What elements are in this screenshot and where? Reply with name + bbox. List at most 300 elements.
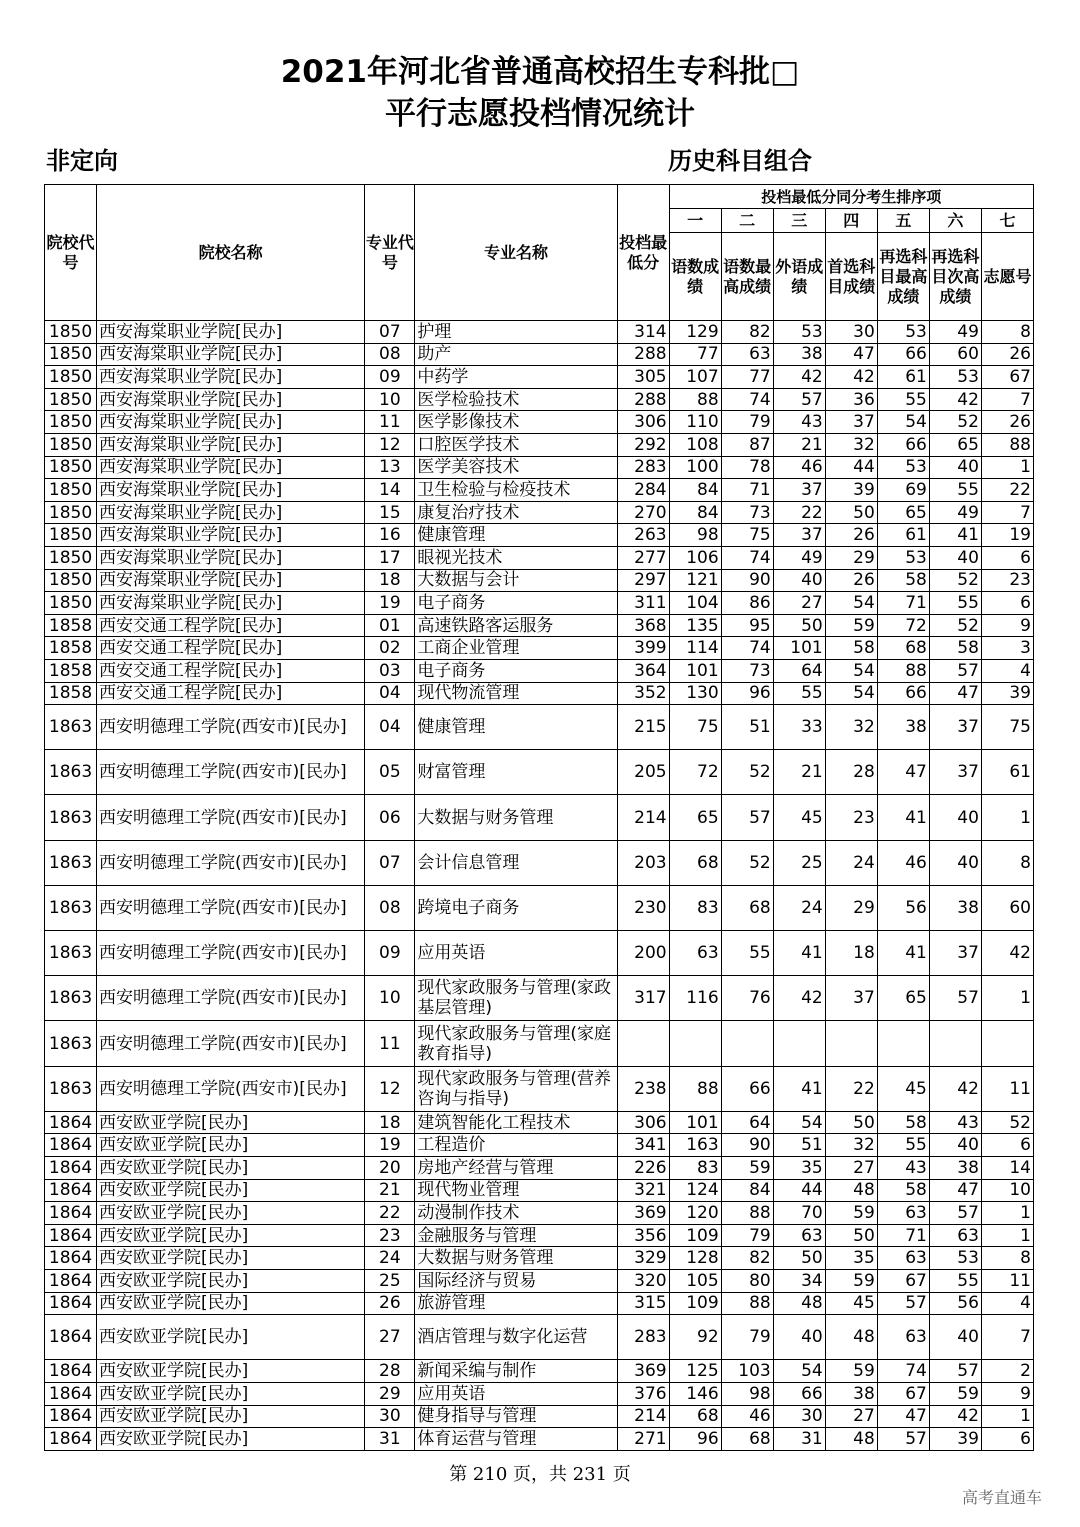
cell-sort-3: 43	[773, 411, 825, 434]
cell-school-name: 西安交通工程学院[民办]	[97, 659, 365, 682]
cell-school-name: 西安海棠职业学院[民办]	[97, 592, 365, 615]
cell-sort-1: 101	[669, 659, 721, 682]
cell-major-code: 11	[365, 1021, 415, 1066]
cell-major-code: 07	[365, 321, 415, 344]
cell-min-score: 283	[617, 456, 669, 479]
cell-sort-1: 106	[669, 546, 721, 569]
cell-sort-2: 52	[721, 840, 773, 885]
cell-major-name: 护理	[415, 321, 617, 344]
cell-sort-5: 47	[877, 750, 929, 795]
cell-school-name: 西安明德理工学院(西安市)[民办]	[97, 885, 365, 930]
cell-min-score: 215	[617, 705, 669, 750]
cell-sort-6: 40	[929, 840, 981, 885]
cell-sort-3: 42	[773, 976, 825, 1021]
cell-sort-3: 41	[773, 931, 825, 976]
cell-sort-5: 88	[877, 659, 929, 682]
cell-sort-2: 76	[721, 976, 773, 1021]
cell-sort-3: 41	[773, 1066, 825, 1111]
cell-min-score: 270	[617, 501, 669, 524]
header-order-6: 六	[929, 209, 981, 233]
cell-sort-3: 55	[773, 682, 825, 705]
cell-school-code: 1850	[45, 456, 97, 479]
cell-major-code: 19	[365, 592, 415, 615]
cell-sort-2: 74	[721, 388, 773, 411]
cell-major-code: 26	[365, 1292, 415, 1315]
cell-sort-7: 6	[981, 1134, 1033, 1157]
cell-sort-6: 40	[929, 795, 981, 840]
cell-min-score: 238	[617, 1066, 669, 1111]
table-row	[45, 1224, 1034, 1247]
cell-school-code: 1850	[45, 479, 97, 502]
cell-sort-5: 53	[877, 456, 929, 479]
cell-sort-4: 50	[825, 501, 877, 524]
cell-sort-3: 45	[773, 795, 825, 840]
cell-major-name: 健身指导与管理	[415, 1405, 617, 1428]
cell-min-score: 284	[617, 479, 669, 502]
cell-sort-1: 92	[669, 1315, 721, 1360]
header-major-name: 专业名称	[415, 185, 617, 321]
cell-school-name: 西安欧亚学院[民办]	[97, 1382, 365, 1405]
cell-sort-7: 7	[981, 1315, 1033, 1360]
cell-min-score: 205	[617, 750, 669, 795]
cell-min-score: 369	[617, 1360, 669, 1383]
cell-major-code: 31	[365, 1428, 415, 1451]
cell-sort-5: 67	[877, 1269, 929, 1292]
cell-school-name: 西安海棠职业学院[民办]	[97, 569, 365, 592]
cell-sort-5: 63	[877, 1202, 929, 1225]
cell-school-code: 1850	[45, 501, 97, 524]
cell-sort-4: 32	[825, 433, 877, 456]
cell-major-code: 04	[365, 705, 415, 750]
cell-school-code: 1864	[45, 1405, 97, 1428]
cell-sort-7: 1	[981, 1202, 1033, 1225]
cell-major-code: 09	[365, 931, 415, 976]
cell-sort-5: 66	[877, 682, 929, 705]
cell-school-code: 1863	[45, 1021, 97, 1066]
cell-sort-5: 55	[877, 388, 929, 411]
cell-sort-2: 82	[721, 321, 773, 344]
cell-sort-7: 9	[981, 614, 1033, 637]
cell-sort-5: 53	[877, 546, 929, 569]
cell-sort-6: 55	[929, 592, 981, 615]
cell-sort-7: 1	[981, 976, 1033, 1021]
cell-sort-6: 47	[929, 682, 981, 705]
cell-school-code: 1864	[45, 1382, 97, 1405]
cell-sort-5: 61	[877, 366, 929, 389]
cell-school-name: 西安海棠职业学院[民办]	[97, 411, 365, 434]
cell-min-score: 329	[617, 1247, 669, 1270]
table-row	[45, 1382, 1034, 1405]
cell-sort-6: 52	[929, 614, 981, 637]
cell-school-code: 1864	[45, 1111, 97, 1134]
cell-sort-1: 109	[669, 1292, 721, 1315]
cell-major-name: 建筑智能化工程技术	[415, 1111, 617, 1134]
cell-min-score: 203	[617, 840, 669, 885]
cell-sort-5: 55	[877, 1134, 929, 1157]
cell-major-name: 电子商务	[415, 592, 617, 615]
table-row	[45, 750, 1034, 795]
cell-school-code: 1858	[45, 659, 97, 682]
cell-sort-6: 57	[929, 659, 981, 682]
table-row	[45, 637, 1034, 660]
cell-sort-5: 41	[877, 931, 929, 976]
cell-school-name: 西安明德理工学院(西安市)[民办]	[97, 931, 365, 976]
cell-sort-5: 61	[877, 524, 929, 547]
cell-sort-1: 84	[669, 501, 721, 524]
cell-sort-4: 32	[825, 705, 877, 750]
cell-sort-3: 27	[773, 592, 825, 615]
table-row	[45, 1202, 1034, 1225]
cell-sort-3: 22	[773, 501, 825, 524]
cell-sort-4: 59	[825, 1202, 877, 1225]
cell-sort-3: 24	[773, 885, 825, 930]
cell-sort-1: 68	[669, 1405, 721, 1428]
cell-sort-5: 58	[877, 569, 929, 592]
cell-sort-7: 6	[981, 592, 1033, 615]
cell-sort-2: 80	[721, 1269, 773, 1292]
cell-sort-2	[721, 1021, 773, 1066]
cell-school-code: 1863	[45, 976, 97, 1021]
cell-sort-6: 53	[929, 1247, 981, 1270]
cell-sort-1: 107	[669, 366, 721, 389]
cell-min-score: 314	[617, 321, 669, 344]
table-row	[45, 1134, 1034, 1157]
cell-sort-6: 42	[929, 1405, 981, 1428]
cell-major-name: 大数据与财务管理	[415, 1247, 617, 1270]
cell-sort-4: 54	[825, 592, 877, 615]
header-order-2: 二	[721, 209, 773, 233]
cell-major-name: 口腔医学技术	[415, 433, 617, 456]
cell-sort-1: 125	[669, 1360, 721, 1383]
cell-school-code: 1850	[45, 569, 97, 592]
table-row	[45, 388, 1034, 411]
cell-school-name: 西安交通工程学院[民办]	[97, 614, 365, 637]
cell-min-score: 352	[617, 682, 669, 705]
cell-major-name: 中药学	[415, 366, 617, 389]
cell-sort-7: 8	[981, 840, 1033, 885]
cell-school-name: 西安明德理工学院(西安市)[民办]	[97, 795, 365, 840]
cell-sort-6: 41	[929, 524, 981, 547]
cell-sort-6: 43	[929, 1111, 981, 1134]
cell-sort-4: 54	[825, 659, 877, 682]
cell-sort-2: 84	[721, 1179, 773, 1202]
cell-sort-6: 39	[929, 1428, 981, 1451]
table-row	[45, 433, 1034, 456]
cell-school-code: 1863	[45, 885, 97, 930]
cell-sort-7: 8	[981, 321, 1033, 344]
cell-sort-4: 29	[825, 885, 877, 930]
cell-sort-1: 110	[669, 411, 721, 434]
header-sort-item-2: 语数最高成绩	[721, 233, 773, 321]
cell-major-code: 03	[365, 659, 415, 682]
cell-sort-3: 25	[773, 840, 825, 885]
table-row	[45, 456, 1034, 479]
cell-school-name: 西安欧亚学院[民办]	[97, 1292, 365, 1315]
table-row	[45, 659, 1034, 682]
cell-major-code: 22	[365, 1202, 415, 1225]
cell-major-name: 财富管理	[415, 750, 617, 795]
cell-sort-6: 56	[929, 1292, 981, 1315]
cell-major-name: 现代家政服务与管理(营养咨询与指导)	[415, 1066, 617, 1111]
cell-sort-7: 7	[981, 388, 1033, 411]
cell-sort-4: 50	[825, 1224, 877, 1247]
cell-sort-3: 30	[773, 1405, 825, 1428]
cell-school-name: 西安海棠职业学院[民办]	[97, 321, 365, 344]
cell-school-name: 西安海棠职业学院[民办]	[97, 479, 365, 502]
cell-school-name: 西安明德理工学院(西安市)[民办]	[97, 1066, 365, 1111]
cell-sort-4: 39	[825, 479, 877, 502]
cell-sort-7: 7	[981, 501, 1033, 524]
cell-sort-6: 52	[929, 411, 981, 434]
cell-min-score: 306	[617, 411, 669, 434]
cell-sort-7: 26	[981, 411, 1033, 434]
cell-sort-1: 135	[669, 614, 721, 637]
cell-school-name: 西安欧亚学院[民办]	[97, 1111, 365, 1134]
cell-sort-6: 40	[929, 1315, 981, 1360]
cell-major-code: 04	[365, 682, 415, 705]
cell-school-code: 1863	[45, 705, 97, 750]
cell-sort-5: 58	[877, 1179, 929, 1202]
cell-sort-1	[669, 1021, 721, 1066]
header-min-score: 投档最低分	[617, 185, 669, 321]
cell-sort-4: 48	[825, 1315, 877, 1360]
cell-major-name: 酒店管理与数字化运营	[415, 1315, 617, 1360]
cell-sort-5: 43	[877, 1156, 929, 1179]
cell-sort-2: 63	[721, 343, 773, 366]
cell-sort-3: 46	[773, 456, 825, 479]
cell-min-score: 321	[617, 1179, 669, 1202]
cell-sort-7: 67	[981, 366, 1033, 389]
cell-sort-3	[773, 1021, 825, 1066]
table-row	[45, 1066, 1034, 1111]
cell-sort-6: 37	[929, 931, 981, 976]
cell-major-code: 18	[365, 569, 415, 592]
cell-sort-4: 42	[825, 366, 877, 389]
cell-major-code: 25	[365, 1269, 415, 1292]
cell-sort-6: 53	[929, 366, 981, 389]
cell-min-score: 320	[617, 1269, 669, 1292]
cell-min-score: 311	[617, 592, 669, 615]
cell-sort-7: 26	[981, 343, 1033, 366]
table-row	[45, 1292, 1034, 1315]
cell-sort-7: 88	[981, 433, 1033, 456]
cell-sort-7: 23	[981, 569, 1033, 592]
cell-sort-2: 79	[721, 411, 773, 434]
cell-sort-7: 11	[981, 1066, 1033, 1111]
cell-sort-1: 63	[669, 931, 721, 976]
cell-sort-3: 54	[773, 1360, 825, 1383]
table-row	[45, 1428, 1034, 1451]
table-row	[45, 569, 1034, 592]
cell-major-name: 现代家政服务与管理(家政基层管理)	[415, 976, 617, 1021]
cell-sort-5: 71	[877, 592, 929, 615]
cell-sort-4: 23	[825, 795, 877, 840]
cell-school-name: 西安欧亚学院[民办]	[97, 1405, 365, 1428]
header-order-1: 一	[669, 209, 721, 233]
header-sort-group: 投档最低分同分考生排序项	[669, 185, 1033, 209]
cell-major-name: 助产	[415, 343, 617, 366]
cell-sort-4: 37	[825, 411, 877, 434]
cell-sort-7: 1	[981, 1224, 1033, 1247]
cell-major-code: 21	[365, 1179, 415, 1202]
cell-sort-2: 90	[721, 569, 773, 592]
cell-sort-2: 95	[721, 614, 773, 637]
cell-sort-3: 48	[773, 1292, 825, 1315]
cell-sort-7: 2	[981, 1360, 1033, 1383]
cell-sort-3: 40	[773, 1315, 825, 1360]
table-row	[45, 1269, 1034, 1292]
cell-sort-2: 86	[721, 592, 773, 615]
subtitle-subject-group: 历史科目组合	[668, 147, 812, 175]
cell-sort-5: 53	[877, 321, 929, 344]
cell-major-code: 01	[365, 614, 415, 637]
table-row	[45, 1179, 1034, 1202]
cell-sort-3: 42	[773, 366, 825, 389]
cell-school-code: 1850	[45, 433, 97, 456]
cell-sort-1: 108	[669, 433, 721, 456]
cell-major-code: 11	[365, 411, 415, 434]
cell-sort-1: 65	[669, 795, 721, 840]
cell-sort-4: 48	[825, 1179, 877, 1202]
cell-sort-4: 58	[825, 637, 877, 660]
cell-sort-3: 21	[773, 433, 825, 456]
cell-sort-2: 96	[721, 682, 773, 705]
cell-sort-5: 45	[877, 1066, 929, 1111]
table-row	[45, 885, 1034, 930]
cell-major-name: 医学影像技术	[415, 411, 617, 434]
cell-sort-1: 84	[669, 479, 721, 502]
cell-sort-4: 59	[825, 1269, 877, 1292]
cell-sort-7: 75	[981, 705, 1033, 750]
cell-major-name: 大数据与会计	[415, 569, 617, 592]
table-row	[45, 795, 1034, 840]
cell-school-code: 1864	[45, 1134, 97, 1157]
cell-sort-2: 88	[721, 1292, 773, 1315]
cell-sort-1: 88	[669, 1066, 721, 1111]
cell-school-code: 1863	[45, 1066, 97, 1111]
cell-major-code: 06	[365, 795, 415, 840]
cell-sort-4: 27	[825, 1405, 877, 1428]
cell-min-score: 292	[617, 433, 669, 456]
cell-sort-7: 22	[981, 479, 1033, 502]
cell-min-score: 364	[617, 659, 669, 682]
cell-major-name: 金融服务与管理	[415, 1224, 617, 1247]
header-school-code: 院校代号	[45, 185, 97, 321]
cell-sort-1: 83	[669, 1156, 721, 1179]
cell-sort-1: 128	[669, 1247, 721, 1270]
cell-sort-6: 42	[929, 388, 981, 411]
cell-school-code: 1850	[45, 592, 97, 615]
cell-major-name: 旅游管理	[415, 1292, 617, 1315]
header-school-name: 院校名称	[97, 185, 365, 321]
cell-sort-7: 9	[981, 1382, 1033, 1405]
header-sort-item-1: 语数成绩	[669, 233, 721, 321]
cell-sort-4: 37	[825, 976, 877, 1021]
cell-sort-7: 10	[981, 1179, 1033, 1202]
cell-sort-3: 50	[773, 1247, 825, 1270]
cell-school-name: 西安欧亚学院[民办]	[97, 1134, 365, 1157]
cell-sort-7: 1	[981, 1405, 1033, 1428]
cell-major-name: 应用英语	[415, 931, 617, 976]
table-row	[45, 479, 1034, 502]
cell-sort-2: 77	[721, 366, 773, 389]
cell-major-code: 10	[365, 388, 415, 411]
cell-sort-5: 72	[877, 614, 929, 637]
cell-sort-7: 4	[981, 1292, 1033, 1315]
header-sort-item-4: 首选科目成绩	[825, 233, 877, 321]
cell-sort-1: 100	[669, 456, 721, 479]
cell-min-score: 214	[617, 1405, 669, 1428]
header-sort-item-3: 外语成绩	[773, 233, 825, 321]
cell-sort-5: 56	[877, 885, 929, 930]
cell-major-code: 15	[365, 501, 415, 524]
cell-school-name: 西安海棠职业学院[民办]	[97, 433, 365, 456]
cell-sort-5: 65	[877, 501, 929, 524]
table-row	[45, 1315, 1034, 1360]
cell-school-name: 西安海棠职业学院[民办]	[97, 366, 365, 389]
cell-sort-7	[981, 1021, 1033, 1066]
cell-sort-3: 49	[773, 546, 825, 569]
cell-school-code: 1858	[45, 637, 97, 660]
cell-sort-1: 96	[669, 1428, 721, 1451]
cell-sort-5: 66	[877, 433, 929, 456]
header-sort-item-5: 再选科目最高成绩	[877, 233, 929, 321]
cell-sort-2: 51	[721, 705, 773, 750]
table-body	[45, 321, 1034, 1451]
cell-sort-2: 71	[721, 479, 773, 502]
cell-school-name: 西安欧亚学院[民办]	[97, 1428, 365, 1451]
cell-major-name: 国际经济与贸易	[415, 1269, 617, 1292]
header-order-7: 七	[981, 209, 1033, 233]
table-row	[45, 546, 1034, 569]
cell-sort-4: 59	[825, 614, 877, 637]
cell-school-name: 西安交通工程学院[民办]	[97, 682, 365, 705]
cell-sort-4: 35	[825, 1247, 877, 1270]
cell-min-score: 288	[617, 388, 669, 411]
cell-min-score: 368	[617, 614, 669, 637]
cell-sort-4	[825, 1021, 877, 1066]
cell-sort-4: 36	[825, 388, 877, 411]
cell-school-code: 1863	[45, 795, 97, 840]
table-row	[45, 931, 1034, 976]
cell-school-name: 西安欧亚学院[民办]	[97, 1247, 365, 1270]
table-row	[45, 1247, 1034, 1270]
cell-major-code: 14	[365, 479, 415, 502]
table-row	[45, 1021, 1034, 1066]
cell-sort-7: 42	[981, 931, 1033, 976]
cell-major-name: 健康管理	[415, 705, 617, 750]
cell-sort-2: 88	[721, 1202, 773, 1225]
cell-major-code: 13	[365, 456, 415, 479]
cell-sort-6: 37	[929, 750, 981, 795]
subtitle-category: 非定向	[46, 147, 118, 175]
cell-sort-4: 44	[825, 456, 877, 479]
cell-sort-2: 82	[721, 1247, 773, 1270]
cell-min-score: 283	[617, 1315, 669, 1360]
table-row	[45, 592, 1034, 615]
cell-min-score: 305	[617, 366, 669, 389]
cell-sort-1: 72	[669, 750, 721, 795]
cell-major-code: 08	[365, 885, 415, 930]
cell-sort-4: 27	[825, 1156, 877, 1179]
cell-major-name: 现代物业管理	[415, 1179, 617, 1202]
table-row	[45, 976, 1034, 1021]
cell-major-name: 眼视光技术	[415, 546, 617, 569]
cell-sort-4: 38	[825, 1382, 877, 1405]
cell-school-code: 1864	[45, 1224, 97, 1247]
cell-min-score: 271	[617, 1428, 669, 1451]
cell-sort-2: 90	[721, 1134, 773, 1157]
